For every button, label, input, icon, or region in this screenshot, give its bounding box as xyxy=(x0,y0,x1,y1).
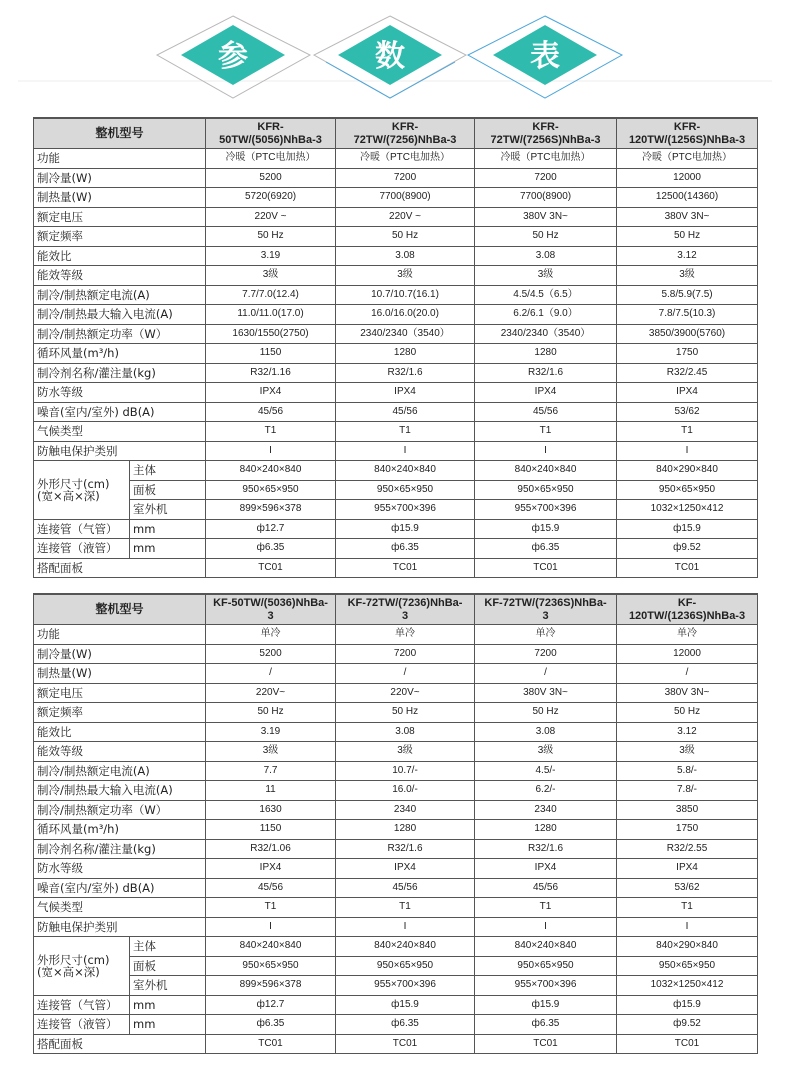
value-cell: R32/2.55 xyxy=(617,839,758,859)
table-row xyxy=(34,519,758,539)
table-row xyxy=(34,305,758,325)
model-header: KFR- 72TW/(7256)NhBa-3 xyxy=(336,118,475,149)
row-label: 制冷/制热额定电流(A) xyxy=(34,285,206,305)
value-cell: 380V 3N~ xyxy=(475,207,617,227)
table-row xyxy=(34,976,758,996)
value-cell: 6.2/6.1（9.0） xyxy=(475,305,617,325)
value-cell: 50 Hz xyxy=(475,703,617,723)
value-cell: IPX4 xyxy=(206,859,336,879)
value-cell: 1032×1250×412 xyxy=(617,500,758,520)
value-cell: I xyxy=(206,441,336,461)
value-cell: 50 Hz xyxy=(617,703,758,723)
row-label: 防水等级 xyxy=(34,859,206,879)
header-label: 整机型号 xyxy=(34,118,206,149)
value-cell: 840×240×840 xyxy=(475,937,617,957)
value-cell: 1150 xyxy=(206,344,336,364)
row-label: 制热量(W) xyxy=(34,188,206,208)
value-cell: 11.0/11.0(17.0) xyxy=(206,305,336,325)
value-cell: 7200 xyxy=(475,168,617,188)
value-cell: 840×240×840 xyxy=(336,937,475,957)
value-cell: T1 xyxy=(206,898,336,918)
row-label: 能效比 xyxy=(34,246,206,266)
value-cell: 冷暖（PTC电加热） xyxy=(617,149,758,169)
value-cell: 单冷 xyxy=(336,625,475,645)
value-cell: TC01 xyxy=(336,558,475,578)
value-cell: 2340 xyxy=(475,800,617,820)
value-cell: 1280 xyxy=(336,344,475,364)
value-cell: 380V 3N~ xyxy=(617,207,758,227)
value-cell: ф6.35 xyxy=(475,1015,617,1035)
value-cell: 955×700×396 xyxy=(475,500,617,520)
row-label: 噪音(室内/室外) dB(A) xyxy=(34,402,206,422)
table-row xyxy=(34,422,758,442)
value-cell: I xyxy=(475,917,617,937)
row-label: 能效等级 xyxy=(34,266,206,286)
table-row xyxy=(34,859,758,879)
table-row xyxy=(34,324,758,344)
value-cell: 45/56 xyxy=(336,878,475,898)
value-cell: R32/1.6 xyxy=(475,839,617,859)
value-cell: TC01 xyxy=(617,1034,758,1054)
table-row xyxy=(34,149,758,169)
value-cell: 单冷 xyxy=(475,625,617,645)
table-row xyxy=(34,956,758,976)
table-row xyxy=(34,500,758,520)
value-cell: TC01 xyxy=(206,1034,336,1054)
row-label: 气候类型 xyxy=(34,898,206,918)
value-cell: TC01 xyxy=(617,558,758,578)
value-cell: 50 Hz xyxy=(336,227,475,247)
value-cell: 4.5/- xyxy=(475,761,617,781)
row-label: 额定频率 xyxy=(34,227,206,247)
value-cell: 950×65×950 xyxy=(336,956,475,976)
value-cell: 45/56 xyxy=(206,402,336,422)
value-cell: IPX4 xyxy=(336,859,475,879)
value-cell: TC01 xyxy=(475,558,617,578)
table-row xyxy=(34,227,758,247)
dimension-group-label: 外形尺寸(cm) (宽×高×深) xyxy=(34,461,130,520)
row-label: 能效比 xyxy=(34,722,206,742)
value-cell: 899×596×378 xyxy=(206,976,336,996)
row-label: 搭配面板 xyxy=(34,1034,206,1054)
value-cell: ф15.9 xyxy=(617,519,758,539)
value-cell: 3.19 xyxy=(206,722,336,742)
value-cell: ф15.9 xyxy=(617,995,758,1015)
value-cell: 7200 xyxy=(336,168,475,188)
banner-char: 数 xyxy=(375,39,405,74)
value-cell: 7200 xyxy=(336,644,475,664)
row-label: 制热量(W) xyxy=(34,664,206,684)
table-row xyxy=(34,1034,758,1054)
value-cell: 3.08 xyxy=(336,246,475,266)
value-cell: ф6.35 xyxy=(336,1015,475,1035)
value-cell: 2340/2340（3540） xyxy=(475,324,617,344)
spec-table-heat-pump xyxy=(33,117,758,578)
value-cell: 1150 xyxy=(206,820,336,840)
value-cell: T1 xyxy=(475,898,617,918)
row-unit: mm xyxy=(130,539,206,559)
value-cell: ф9.52 xyxy=(617,1015,758,1035)
table-row xyxy=(34,246,758,266)
value-cell: 1750 xyxy=(617,344,758,364)
row-label: 额定频率 xyxy=(34,703,206,723)
table-row xyxy=(34,664,758,684)
model-header: KF- 120TW/(1236S)NhBa-3 xyxy=(617,594,758,625)
value-cell: 3级 xyxy=(617,266,758,286)
table-row xyxy=(34,558,758,578)
value-cell: 45/56 xyxy=(336,402,475,422)
table-row xyxy=(34,539,758,559)
value-cell: 3.12 xyxy=(617,246,758,266)
model-header: KFR- 120TW/(1256S)NhBa-3 xyxy=(617,118,758,149)
table-row xyxy=(34,207,758,227)
row-label: 连接管（气管） xyxy=(34,519,130,539)
value-cell: 3850 xyxy=(617,800,758,820)
table-row xyxy=(34,878,758,898)
row-label: 额定电压 xyxy=(34,683,206,703)
table-row xyxy=(34,781,758,801)
value-cell: 380V 3N~ xyxy=(617,683,758,703)
value-cell: 3级 xyxy=(617,742,758,762)
row-label: 制冷量(W) xyxy=(34,168,206,188)
value-cell: 7700(8900) xyxy=(336,188,475,208)
model-header: KF-72TW/(7236S)NhBa- 3 xyxy=(475,594,617,625)
value-cell: T1 xyxy=(617,898,758,918)
banner-char: 参 xyxy=(218,39,248,74)
value-cell: R32/1.16 xyxy=(206,363,336,383)
value-cell: T1 xyxy=(617,422,758,442)
value-cell: 1280 xyxy=(475,344,617,364)
table-row xyxy=(34,441,758,461)
value-cell: 3850/3900(5760) xyxy=(617,324,758,344)
value-cell: 3级 xyxy=(206,266,336,286)
value-cell: / xyxy=(336,664,475,684)
value-cell: 1032×1250×412 xyxy=(617,976,758,996)
table-row xyxy=(34,402,758,422)
value-cell: 12000 xyxy=(617,168,758,188)
row-unit: mm xyxy=(130,1015,206,1035)
value-cell: R32/1.6 xyxy=(475,363,617,383)
table-row xyxy=(34,820,758,840)
value-cell: / xyxy=(475,664,617,684)
dimension-sub-label: 面板 xyxy=(130,956,206,976)
row-label: 制冷量(W) xyxy=(34,644,206,664)
spec-table-cooling-only xyxy=(33,593,758,1054)
value-cell: 950×65×950 xyxy=(475,956,617,976)
value-cell: 3.08 xyxy=(475,246,617,266)
banner-char: 表 xyxy=(530,39,560,74)
value-cell: 950×65×950 xyxy=(336,480,475,500)
model-header: KF-72TW/(7236)NhBa- 3 xyxy=(336,594,475,625)
value-cell: IPX4 xyxy=(475,383,617,403)
row-label: 连接管（液管） xyxy=(34,1015,130,1035)
value-cell: ф15.9 xyxy=(475,995,617,1015)
value-cell: ф15.9 xyxy=(336,519,475,539)
row-label: 连接管（气管） xyxy=(34,995,130,1015)
row-label: 功能 xyxy=(34,149,206,169)
value-cell: IPX4 xyxy=(206,383,336,403)
value-cell: 50 Hz xyxy=(617,227,758,247)
row-label: 循环风量(m³/h) xyxy=(34,820,206,840)
table-row xyxy=(34,800,758,820)
value-cell: T1 xyxy=(336,422,475,442)
model-header: KFR- 72TW/(7256S)NhBa-3 xyxy=(475,118,617,149)
value-cell: 840×240×840 xyxy=(206,937,336,957)
table-row xyxy=(34,188,758,208)
row-label: 连接管（液管） xyxy=(34,539,130,559)
table-row xyxy=(34,839,758,859)
value-cell: 840×240×840 xyxy=(206,461,336,481)
value-cell: 50 Hz xyxy=(206,703,336,723)
value-cell: 单冷 xyxy=(617,625,758,645)
value-cell: 1630 xyxy=(206,800,336,820)
value-cell: 10.7/10.7(16.1) xyxy=(336,285,475,305)
value-cell: / xyxy=(617,664,758,684)
value-cell: 7.7 xyxy=(206,761,336,781)
value-cell: 7.8/7.5(10.3) xyxy=(617,305,758,325)
row-label: 制冷/制热最大输入电流(A) xyxy=(34,305,206,325)
row-unit: mm xyxy=(130,995,206,1015)
header-label: 整机型号 xyxy=(34,594,206,625)
value-cell: R32/1.06 xyxy=(206,839,336,859)
value-cell: 1630/1550(2750) xyxy=(206,324,336,344)
table-row xyxy=(34,625,758,645)
value-cell: IPX4 xyxy=(617,383,758,403)
value-cell: 840×290×840 xyxy=(617,461,758,481)
value-cell: 50 Hz xyxy=(336,703,475,723)
value-cell: I xyxy=(336,441,475,461)
value-cell: IPX4 xyxy=(475,859,617,879)
value-cell: 3级 xyxy=(475,742,617,762)
table-row xyxy=(34,683,758,703)
value-cell: 50 Hz xyxy=(206,227,336,247)
row-label: 防触电保护类别 xyxy=(34,917,206,937)
value-cell: 冷暖（PTC电加热） xyxy=(336,149,475,169)
value-cell: I xyxy=(206,917,336,937)
header-row xyxy=(34,118,758,149)
value-cell: I xyxy=(475,441,617,461)
value-cell: 45/56 xyxy=(475,402,617,422)
value-cell: 220V ~ xyxy=(336,207,475,227)
table-row xyxy=(34,761,758,781)
value-cell: 3级 xyxy=(206,742,336,762)
model-header: KFR- 50TW/(5056)NhBa-3 xyxy=(206,118,336,149)
dimension-sub-label: 主体 xyxy=(130,937,206,957)
row-label: 功能 xyxy=(34,625,206,645)
table-row xyxy=(34,285,758,305)
value-cell: TC01 xyxy=(206,558,336,578)
value-cell: 11 xyxy=(206,781,336,801)
value-cell: 12000 xyxy=(617,644,758,664)
value-cell: 5720(6920) xyxy=(206,188,336,208)
row-label: 制冷/制热额定电流(A) xyxy=(34,761,206,781)
value-cell: 10.7/- xyxy=(336,761,475,781)
title-banner xyxy=(0,0,790,110)
value-cell: 4.5/4.5（6.5） xyxy=(475,285,617,305)
row-unit: mm xyxy=(130,519,206,539)
table-row xyxy=(34,722,758,742)
value-cell: T1 xyxy=(336,898,475,918)
row-label: 能效等级 xyxy=(34,742,206,762)
value-cell: R32/1.6 xyxy=(336,839,475,859)
value-cell: ф12.7 xyxy=(206,995,336,1015)
row-label: 制冷剂名称/灌注量(kg) xyxy=(34,363,206,383)
value-cell: 冷暖（PTC电加热） xyxy=(206,149,336,169)
value-cell: 6.2/- xyxy=(475,781,617,801)
value-cell: TC01 xyxy=(336,1034,475,1054)
table-row xyxy=(34,383,758,403)
value-cell: 45/56 xyxy=(206,878,336,898)
table-row xyxy=(34,168,758,188)
value-cell: 3.12 xyxy=(617,722,758,742)
value-cell: TC01 xyxy=(475,1034,617,1054)
dimension-sub-label: 主体 xyxy=(130,461,206,481)
row-label: 防触电保护类别 xyxy=(34,441,206,461)
table-row xyxy=(34,644,758,664)
value-cell: T1 xyxy=(206,422,336,442)
row-label: 制冷/制热额定功率（W） xyxy=(34,800,206,820)
value-cell: 12500(14360) xyxy=(617,188,758,208)
value-cell: 955×700×396 xyxy=(475,976,617,996)
dimension-sub-label: 面板 xyxy=(130,480,206,500)
value-cell: ф12.7 xyxy=(206,519,336,539)
row-label: 制冷/制热额定功率（W） xyxy=(34,324,206,344)
header-row xyxy=(34,594,758,625)
table-row xyxy=(34,1015,758,1035)
value-cell: / xyxy=(206,664,336,684)
table-row xyxy=(34,363,758,383)
value-cell: 16.0/- xyxy=(336,781,475,801)
value-cell: ф6.35 xyxy=(336,539,475,559)
value-cell: 840×290×840 xyxy=(617,937,758,957)
value-cell: 220V~ xyxy=(206,683,336,703)
value-cell: 2340 xyxy=(336,800,475,820)
value-cell: 45/56 xyxy=(475,878,617,898)
model-header: KF-50TW/(5036)NhBa- 3 xyxy=(206,594,336,625)
value-cell: 53/62 xyxy=(617,402,758,422)
value-cell: 950×65×950 xyxy=(617,480,758,500)
dimension-sub-label: 室外机 xyxy=(130,500,206,520)
value-cell: 950×65×950 xyxy=(617,956,758,976)
value-cell: 3.19 xyxy=(206,246,336,266)
value-cell: T1 xyxy=(475,422,617,442)
table-row xyxy=(34,344,758,364)
value-cell: 16.0/16.0(20.0) xyxy=(336,305,475,325)
value-cell: 950×65×950 xyxy=(475,480,617,500)
value-cell: IPX4 xyxy=(617,859,758,879)
value-cell: 220V~ xyxy=(336,683,475,703)
value-cell: ф15.9 xyxy=(475,519,617,539)
row-label: 气候类型 xyxy=(34,422,206,442)
value-cell: 7700(8900) xyxy=(475,188,617,208)
value-cell: 3级 xyxy=(475,266,617,286)
dimension-group-label: 外形尺寸(cm) (宽×高×深) xyxy=(34,937,130,996)
value-cell: 7.8/- xyxy=(617,781,758,801)
value-cell: 3.08 xyxy=(336,722,475,742)
row-label: 循环风量(m³/h) xyxy=(34,344,206,364)
table-row xyxy=(34,937,758,957)
value-cell: ф9.52 xyxy=(617,539,758,559)
value-cell: 950×65×950 xyxy=(206,480,336,500)
value-cell: 840×240×840 xyxy=(475,461,617,481)
value-cell: 3级 xyxy=(336,742,475,762)
value-cell: 3级 xyxy=(336,266,475,286)
value-cell: 53/62 xyxy=(617,878,758,898)
table-row xyxy=(34,995,758,1015)
value-cell: I xyxy=(336,917,475,937)
value-cell: 950×65×950 xyxy=(206,956,336,976)
value-cell: 840×240×840 xyxy=(336,461,475,481)
table-row xyxy=(34,898,758,918)
value-cell: 3.08 xyxy=(475,722,617,742)
value-cell: I xyxy=(617,441,758,461)
value-cell: 899×596×378 xyxy=(206,500,336,520)
dimension-sub-label: 室外机 xyxy=(130,976,206,996)
value-cell: 955×700×396 xyxy=(336,500,475,520)
value-cell: ф6.35 xyxy=(475,539,617,559)
table-row xyxy=(34,266,758,286)
value-cell: R32/1.6 xyxy=(336,363,475,383)
value-cell: 5.8/5.9(7.5) xyxy=(617,285,758,305)
value-cell: 955×700×396 xyxy=(336,976,475,996)
value-cell: IPX4 xyxy=(336,383,475,403)
row-label: 制冷/制热最大输入电流(A) xyxy=(34,781,206,801)
value-cell: 7.7/7.0(12.4) xyxy=(206,285,336,305)
value-cell: 5200 xyxy=(206,168,336,188)
value-cell: 50 Hz xyxy=(475,227,617,247)
value-cell: 7200 xyxy=(475,644,617,664)
value-cell: I xyxy=(617,917,758,937)
value-cell: 5.8/- xyxy=(617,761,758,781)
value-cell: 380V 3N~ xyxy=(475,683,617,703)
value-cell: R32/2.45 xyxy=(617,363,758,383)
value-cell: 1750 xyxy=(617,820,758,840)
row-label: 噪音(室内/室外) dB(A) xyxy=(34,878,206,898)
table-row xyxy=(34,480,758,500)
value-cell: 1280 xyxy=(336,820,475,840)
table-row xyxy=(34,461,758,481)
row-label: 搭配面板 xyxy=(34,558,206,578)
value-cell: ф6.35 xyxy=(206,539,336,559)
value-cell: 单冷 xyxy=(206,625,336,645)
value-cell: ф15.9 xyxy=(336,995,475,1015)
table-row xyxy=(34,742,758,762)
value-cell: 5200 xyxy=(206,644,336,664)
row-label: 制冷剂名称/灌注量(kg) xyxy=(34,839,206,859)
row-label: 额定电压 xyxy=(34,207,206,227)
table-row xyxy=(34,917,758,937)
value-cell: 220V ~ xyxy=(206,207,336,227)
table-row xyxy=(34,703,758,723)
value-cell: 冷暖（PTC电加热） xyxy=(475,149,617,169)
value-cell: 1280 xyxy=(475,820,617,840)
row-label: 防水等级 xyxy=(34,383,206,403)
value-cell: 2340/2340（3540） xyxy=(336,324,475,344)
value-cell: ф6.35 xyxy=(206,1015,336,1035)
